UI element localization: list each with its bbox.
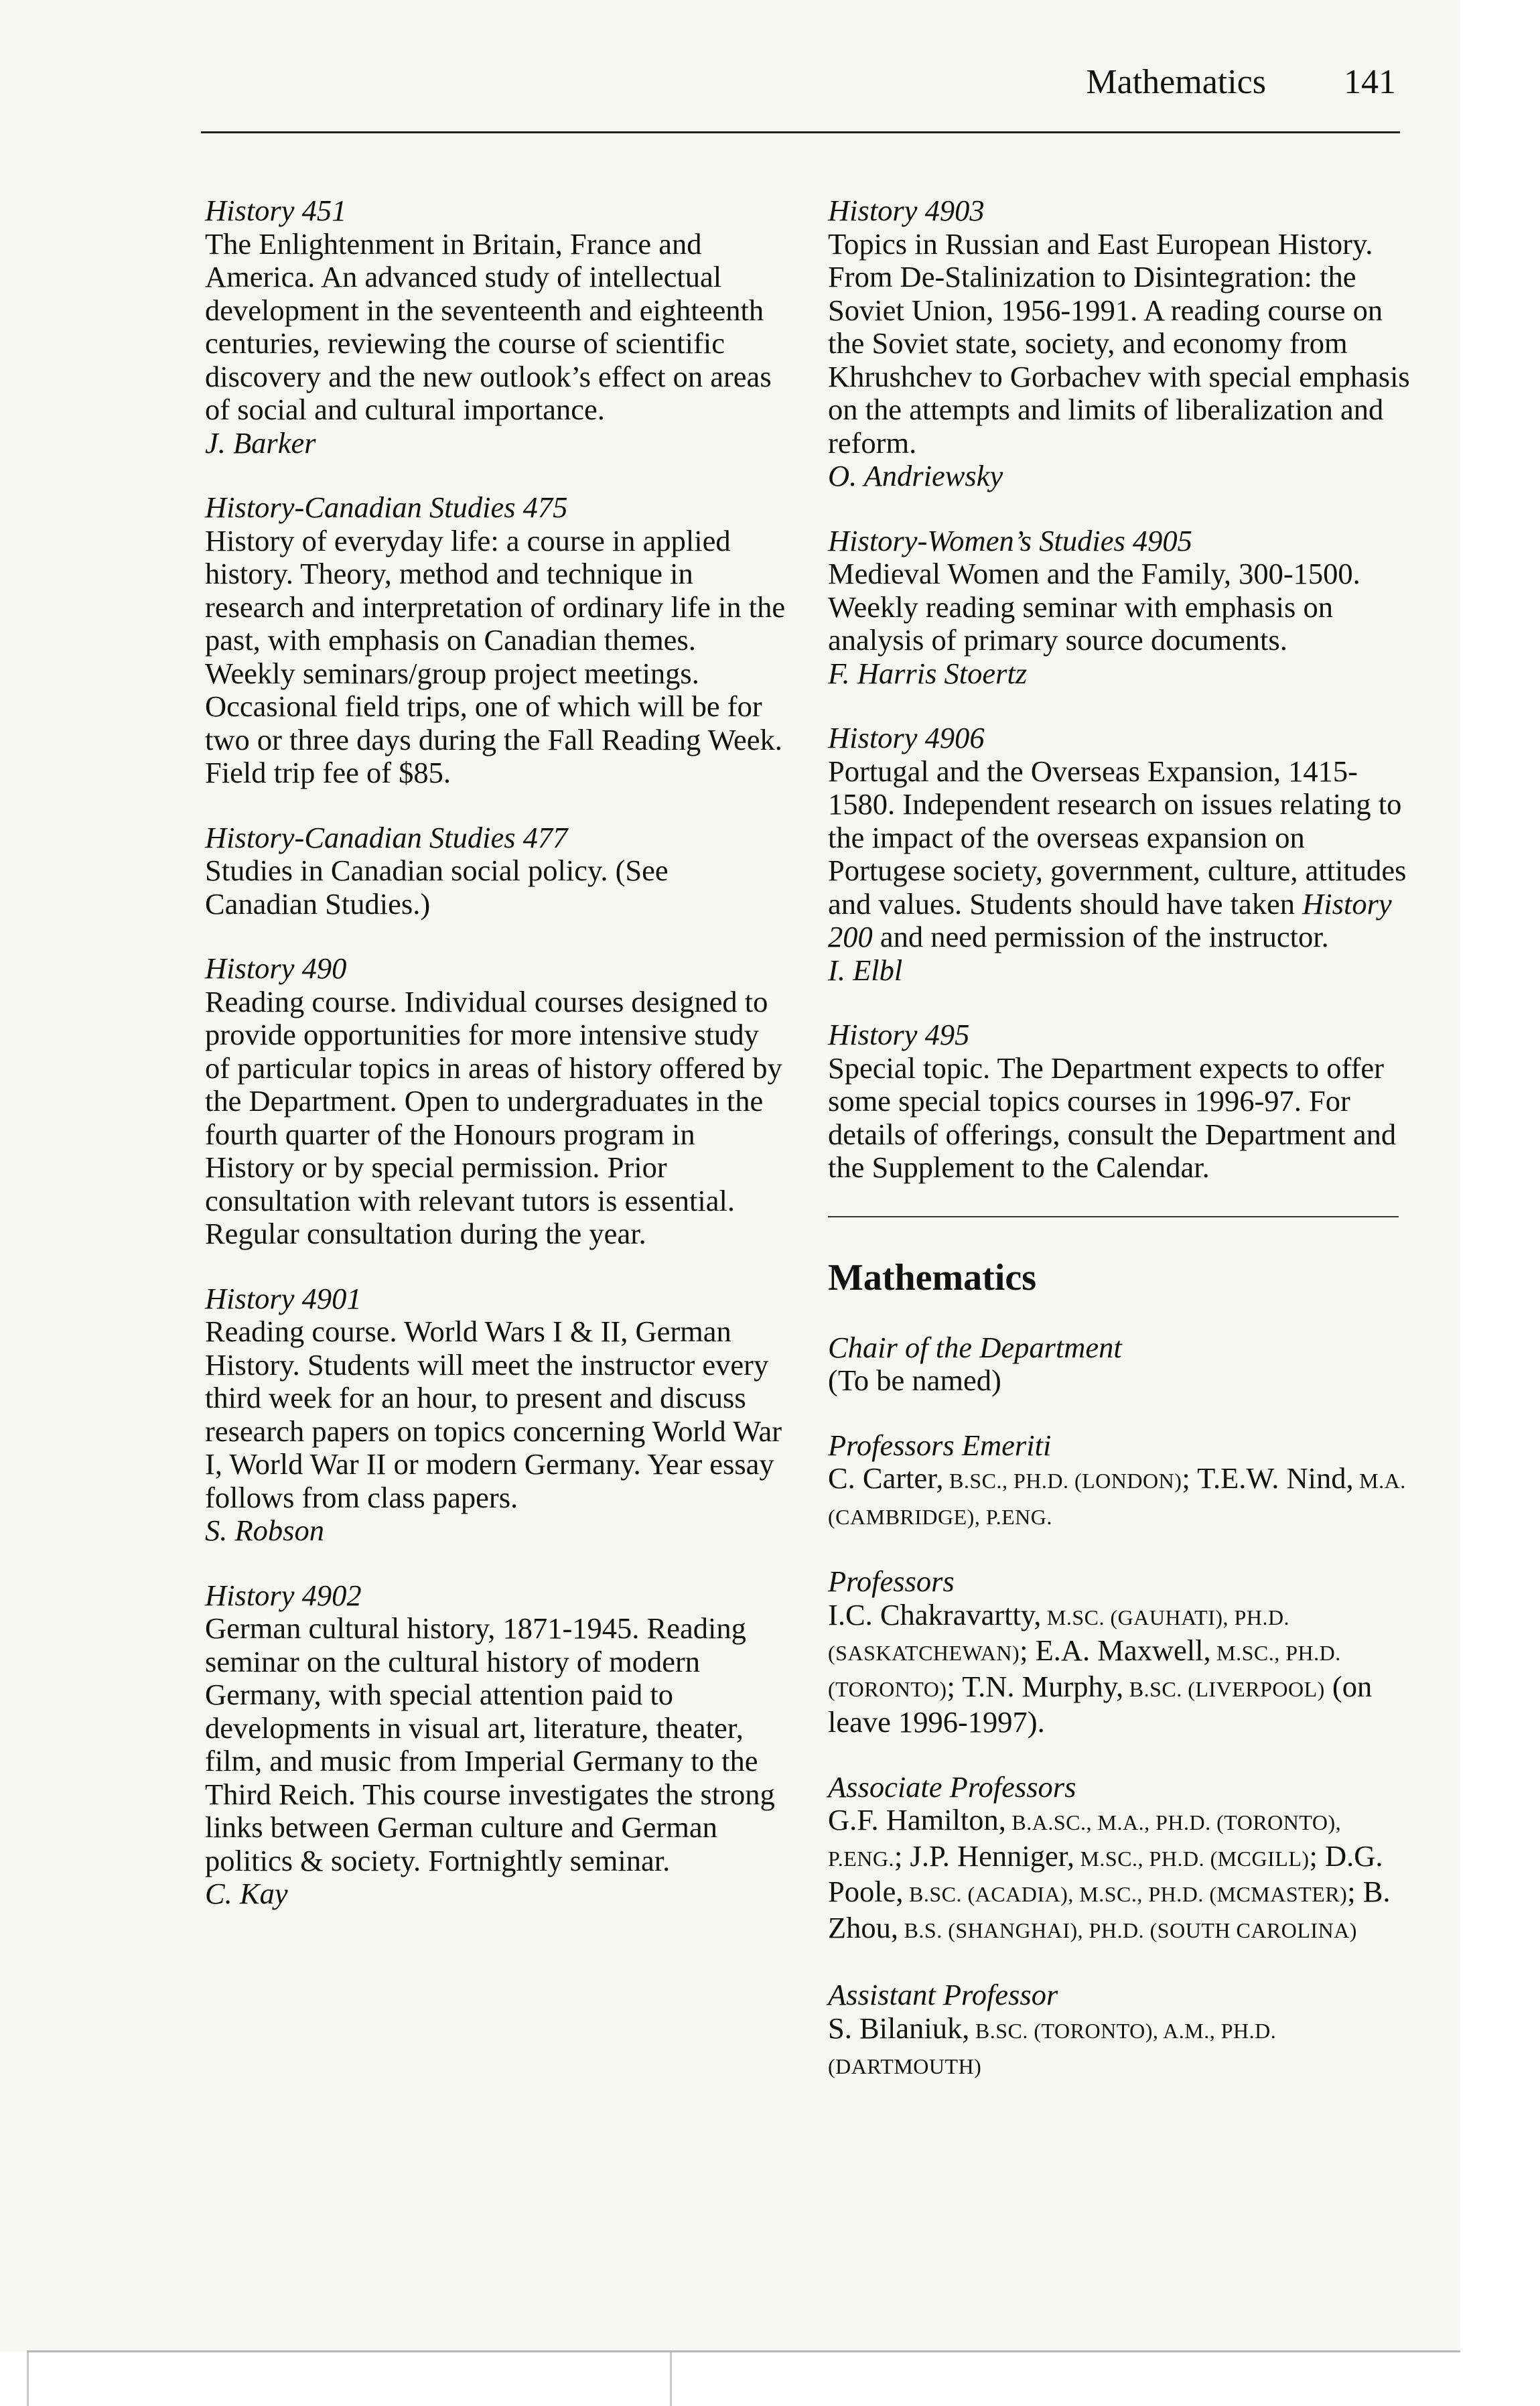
- course-title: History 4906: [828, 721, 985, 754]
- section-heading: Mathematics: [828, 1256, 1037, 1298]
- separator: ;: [1347, 1875, 1363, 1908]
- faculty-list: [828, 1462, 1411, 1534]
- course-title: History 451: [205, 194, 347, 227]
- faculty-name: C. Carter,: [828, 1461, 944, 1495]
- course-entry: [205, 491, 788, 790]
- header-rule: [201, 131, 1400, 133]
- faculty-credentials: B.SC., PH.D. (LONDON): [943, 1469, 1182, 1493]
- faculty-role: Assistant Professor: [828, 1978, 1058, 2011]
- course-instructor: C. Kay: [205, 1877, 288, 1910]
- course-description: Special topic. The Department expects to offer some special topics courses in 1996-97. For details of offerings, consult the Department and the Supplement to the Calendar.: [828, 1051, 1397, 1184]
- course-description: Medieval Women and the Family, 300-1500. Weekly reading seminar with emphasis on analysis of primary source documents.: [828, 557, 1360, 657]
- course-entry: [205, 1579, 788, 1911]
- faculty-list: [828, 1804, 1411, 1947]
- description-text: Portugal and the Overseas Expansion, 1415-1580. Independent research on issues relating to the impact of the overseas expansion on Portugese society, government, culture, attitudes and values. Students should have taken: [828, 754, 1407, 921]
- course-description: German cultural history, 1871-1945. Reading seminar on the cultural history of modern Germany, with special attention paid to developments in visual art, literature, theater, film, and music from Imperial Germany to the Third Reich. This course investigates the strong links between German culture and German politics & society. Fortnightly seminar.: [205, 1611, 775, 1877]
- faculty-credentials: M.SC., PH.D. (TORONTO): [828, 1641, 1341, 1701]
- faculty-name: B. Zhou,: [828, 1875, 1391, 1944]
- page-bottom-edge: [27, 2350, 1460, 2352]
- course-title: History-Women’s Studies 4905: [828, 523, 1192, 557]
- faculty-associate: [828, 1771, 1411, 1948]
- faculty-name: T.E.W. Nind,: [1197, 1461, 1354, 1495]
- separator: ;: [1309, 1839, 1326, 1873]
- course-entry: [828, 525, 1411, 691]
- course-entry: [205, 194, 788, 460]
- separator: [1325, 1670, 1332, 1703]
- scan-edge-mark: [27, 2352, 29, 2406]
- faculty-credentials: B.S. (SHANGHAI), PH.D. (SOUTH CAROLINA): [898, 1918, 1357, 1942]
- faculty-name: I.C. Chakravartty,: [828, 1597, 1042, 1631]
- course-instructor: F. Harris Stoertz: [828, 656, 1028, 690]
- faculty-text: (To be named): [828, 1363, 1001, 1397]
- course-title: History-Canadian Studies 477: [205, 820, 568, 854]
- course-description: Reading course. World Wars I & II, German History. Students will meet the instructor every third week for an hour, to present and discuss research papers on topics concerning World War I, World War II or modern Germany. Year essay follows from class papers.: [205, 1315, 782, 1514]
- course-reference: History 200: [828, 886, 1392, 953]
- faculty-role: Associate Professors: [828, 1769, 1076, 1804]
- faculty-name: D.G. Poole,: [828, 1839, 1383, 1908]
- course-title: History 4903: [828, 194, 985, 227]
- page-number: 141: [1344, 63, 1396, 101]
- right-column: [828, 194, 1411, 2115]
- faculty-credentials: B.SC. (TORONTO), A.M., PH.D. (DARTMOUTH): [828, 2018, 1277, 2078]
- course-description: [828, 755, 1411, 954]
- separator: ;: [1182, 1461, 1198, 1495]
- course-entry: [828, 194, 1411, 493]
- section-divider: [828, 1216, 1399, 1217]
- faculty-role: Chair of the Department: [828, 1330, 1122, 1364]
- course-instructor: J. Barker: [205, 425, 316, 460]
- faculty-list: [828, 2012, 1411, 2084]
- faculty-credentials: M.SC., PH.D. (MCGILL): [1074, 1846, 1310, 1871]
- course-title: History 4901: [205, 1281, 362, 1315]
- course-description: Topics in Russian and East European History. From De-Stalinization to Disintegration: the Soviet Union, 1956-1991. A reading course on the Soviet state, society, and economy from Khrushchev to Gorbachev with special emphasis on the attempts and limits of liberalization and reform.: [828, 226, 1410, 460]
- faculty-name: E.A. Maxwell,: [1035, 1633, 1211, 1667]
- faculty-credentials: M.A. (CAMBRIDGE), P.ENG.: [828, 1469, 1406, 1529]
- course-instructor: S. Robson: [205, 1514, 324, 1547]
- leave-note: (on leave 1996-1997).: [828, 1669, 1373, 1739]
- scan-edge-mark: [670, 2352, 672, 2406]
- course-description: Reading course. Individual courses designed to provide opportunities for more intensive study of particular topics in areas of history offered by the Department. Open to undergraduates in the fourth quarter of the Honours program in History or by special permission. Prior consultation with relevant tutors is essential. Regular consultation during the year.: [205, 984, 782, 1250]
- separator: ;: [894, 1839, 910, 1873]
- faculty-emeriti: [828, 1429, 1411, 1534]
- faculty-role: Professors Emeriti: [828, 1428, 1052, 1462]
- faculty-chair: [828, 1331, 1411, 1398]
- course-title: History-Canadian Studies 475: [205, 490, 568, 524]
- scan-margin-right: [1460, 0, 1540, 2406]
- faculty-name: T.N. Murphy,: [962, 1669, 1124, 1703]
- faculty-name: G.F. Hamilton,: [828, 1803, 1006, 1836]
- faculty-role: Professors: [828, 1564, 955, 1598]
- faculty-professors: [828, 1565, 1411, 1739]
- page-header: [201, 59, 1400, 106]
- running-title: Mathematics: [1086, 63, 1266, 101]
- faculty-assistant: [828, 1979, 1411, 2084]
- course-title: History 4902: [205, 1578, 362, 1612]
- course-entry: [205, 821, 788, 921]
- course-instructor: I. Elbl: [828, 953, 903, 987]
- course-entry: [205, 1282, 788, 1548]
- left-column: [205, 194, 788, 1942]
- course-entry: [828, 1018, 1411, 1185]
- faculty-credentials: B.SC. (ACADIA), M.SC., PH.D. (MCMASTER): [903, 1882, 1348, 1906]
- separator: ;: [947, 1669, 963, 1703]
- course-title: History 490: [205, 951, 347, 985]
- separator: ;: [1020, 1633, 1036, 1667]
- description-text: and need permission of the instructor.: [872, 920, 1329, 953]
- faculty-credentials: B.SC. (LIVERPOOL): [1123, 1676, 1325, 1701]
- faculty-name: J.P. Henniger,: [910, 1839, 1074, 1873]
- course-description: History of everyday life: a course in applied history. Theory, method and technique in research and interpretation of ordinary life in the past, with emphasis on Canadian themes. Weekly seminars/group project meetings. Occasional field trips, one of which will be for two or three days during the Fall Reading Week. Field trip fee of $85.: [205, 523, 786, 789]
- course-title: History 495: [828, 1018, 970, 1051]
- course-entry: [828, 722, 1411, 987]
- course-description: The Enlightenment in Britain, France and America. An advanced study of intellectual development in the seventeenth and eighteenth centuries, reviewing the course of scientific discovery and the new outlook’s effect on areas of social and cultural importance.: [205, 226, 772, 426]
- faculty-credentials: M.SC. (GAUHATI), PH.D. (SASKATCHEWAN): [828, 1605, 1290, 1665]
- scan-margin-bottom: [0, 2352, 1540, 2406]
- faculty-list: [828, 1599, 1411, 1739]
- faculty-credentials: B.A.SC., M.A., PH.D. (TORONTO), P.ENG.: [828, 1810, 1342, 1871]
- course-entry: [205, 952, 788, 1251]
- faculty-name: S. Bilaniuk,: [828, 2011, 970, 2045]
- course-description: Studies in Canadian social policy. (See Canadian Studies.): [205, 854, 669, 921]
- course-instructor: O. Andriewsky: [828, 459, 1003, 492]
